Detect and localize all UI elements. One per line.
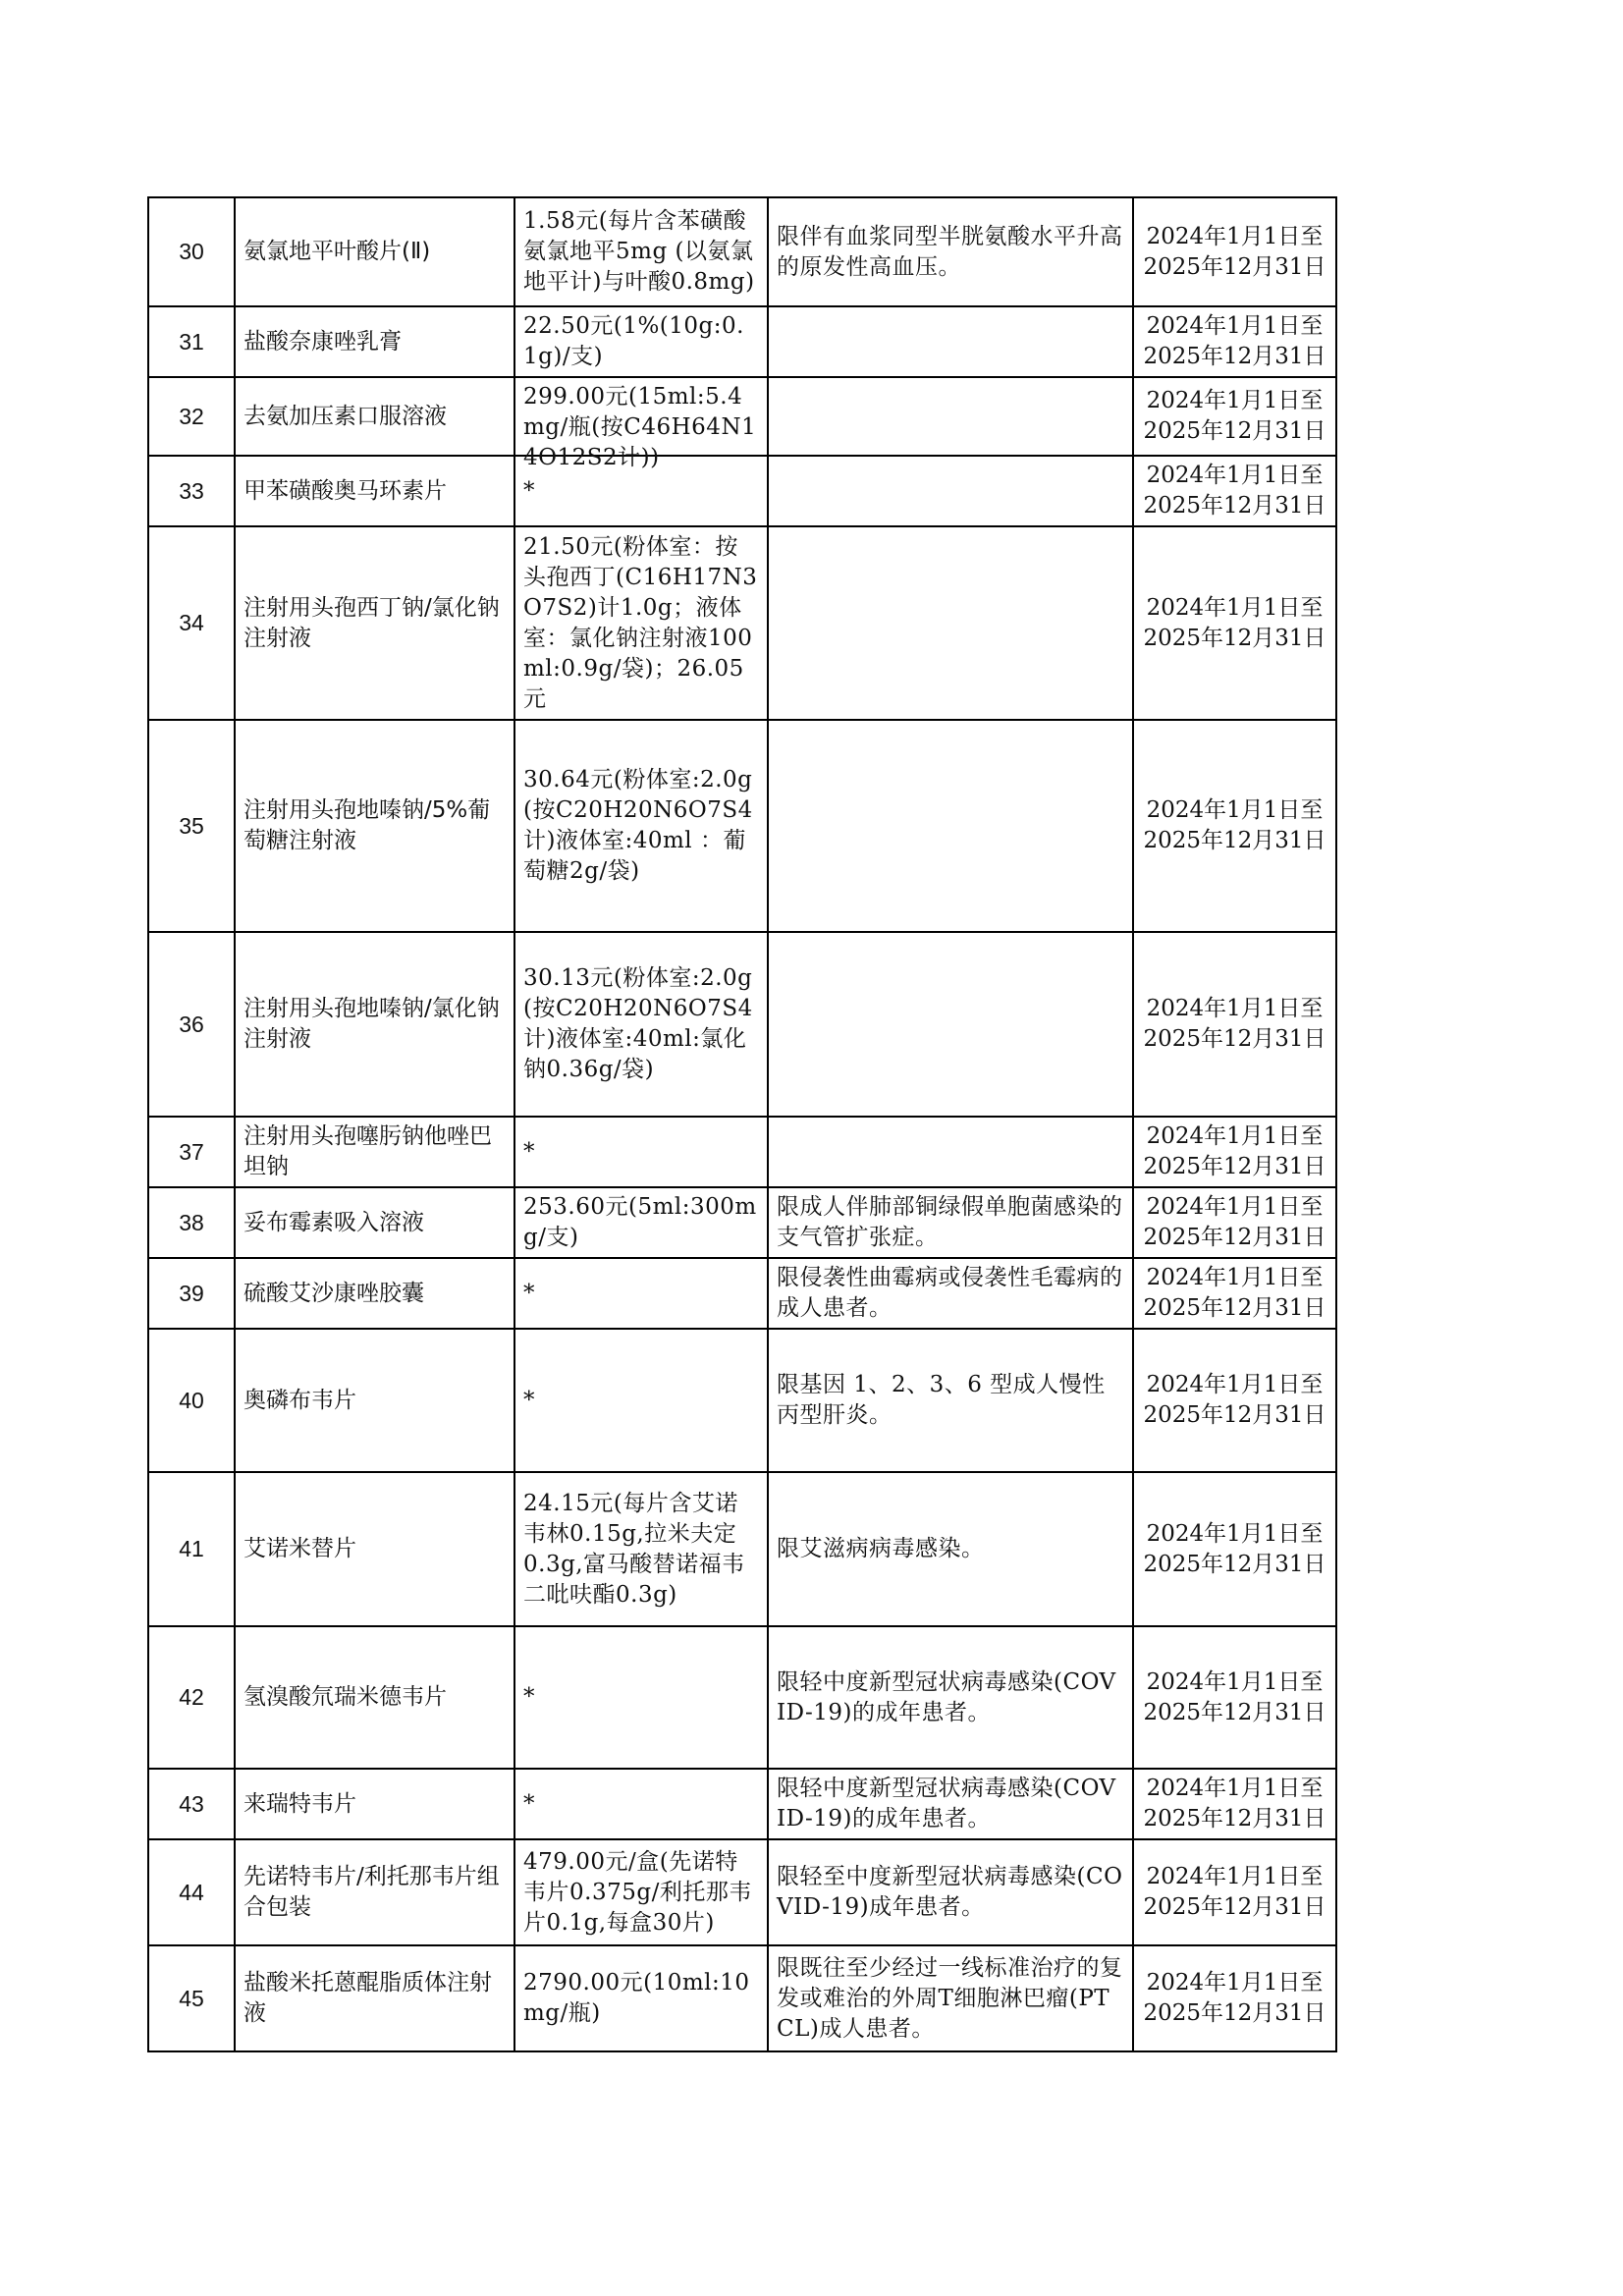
price-cell: 1.58元(每片含苯磺酸氨氯地平5mg (以氨氯地平计)与叶酸0.8mg) xyxy=(514,197,768,306)
row-number: 30 xyxy=(148,197,235,306)
validity-period: 2024年1月1日至2025年12月31日 xyxy=(1133,1626,1336,1769)
price-cell: 22.50元(1%(10g:0.1g)/支) xyxy=(514,306,768,377)
restriction-cell: 限基因 1、2、3、6 型成人慢性丙型肝炎。 xyxy=(768,1329,1133,1472)
validity-period: 2024年1月1日至2025年12月31日 xyxy=(1133,1769,1336,1839)
row-number: 38 xyxy=(148,1187,235,1258)
validity-period: 2024年1月1日至2025年12月31日 xyxy=(1133,1117,1336,1187)
table-row xyxy=(148,1839,1336,1945)
validity-period: 2024年1月1日至2025年12月31日 xyxy=(1133,1329,1336,1472)
table-row xyxy=(148,377,1336,456)
restriction-cell xyxy=(768,932,1133,1117)
drug-name: 盐酸奈康唑乳膏 xyxy=(235,306,514,377)
row-number: 41 xyxy=(148,1472,235,1626)
table-row xyxy=(148,1472,1336,1626)
restriction-cell: 限伴有血浆同型半胱氨酸水平升高的原发性高血压。 xyxy=(768,197,1133,306)
row-number: 42 xyxy=(148,1626,235,1769)
price-cell: * xyxy=(514,1117,768,1187)
validity-period: 2024年1月1日至2025年12月31日 xyxy=(1133,1472,1336,1626)
drug-name: 甲苯磺酸奥马环素片 xyxy=(235,456,514,526)
price-cell: * xyxy=(514,1258,768,1329)
table-row xyxy=(148,932,1336,1117)
table-row xyxy=(148,1258,1336,1329)
price-cell: 479.00元/盒(先诺特韦片0.375g/利托那韦片0.1g,每盒30片) xyxy=(514,1839,768,1945)
table-row xyxy=(148,1187,1336,1258)
row-number: 35 xyxy=(148,720,235,932)
row-number: 44 xyxy=(148,1839,235,1945)
drug-name: 注射用头孢地嗪钠/氯化钠注射液 xyxy=(235,932,514,1117)
drug-name: 注射用头孢西丁钠/氯化钠注射液 xyxy=(235,526,514,720)
price-cell: 21.50元(粉体室：按头孢西丁(C16H17N3O7S2)计1.0g；液体室：氯化钠注射液100ml:0.9g/袋)；26.05元 xyxy=(514,526,768,720)
drug-name: 硫酸艾沙康唑胶囊 xyxy=(235,1258,514,1329)
validity-period: 2024年1月1日至2025年12月31日 xyxy=(1133,1945,1336,2051)
table-row xyxy=(148,720,1336,932)
table-row xyxy=(148,197,1336,306)
row-number: 32 xyxy=(148,377,235,456)
validity-period: 2024年1月1日至2025年12月31日 xyxy=(1133,720,1336,932)
validity-period: 2024年1月1日至2025年12月31日 xyxy=(1133,1839,1336,1945)
restriction-cell: 限既往至少经过一线标准治疗的复发或难治的外周T细胞淋巴瘤(PTCL)成人患者。 xyxy=(768,1945,1133,2051)
drug-name: 注射用头孢地嗪钠/5%葡萄糖注射液 xyxy=(235,720,514,932)
drug-name: 注射用头孢噻肟钠他唑巴坦钠 xyxy=(235,1117,514,1187)
restriction-cell xyxy=(768,456,1133,526)
price-cell: * xyxy=(514,1769,768,1839)
validity-period: 2024年1月1日至2025年12月31日 xyxy=(1133,526,1336,720)
price-cell: 2790.00元(10ml:10mg/瓶) xyxy=(514,1945,768,2051)
restriction-cell: 限轻至中度新型冠状病毒感染(COVID-19)成年患者。 xyxy=(768,1839,1133,1945)
row-number: 37 xyxy=(148,1117,235,1187)
drug-name: 氨氯地平叶酸片(Ⅱ) xyxy=(235,197,514,306)
price-cell: 253.60元(5ml:300mg/支) xyxy=(514,1187,768,1258)
table-row xyxy=(148,1945,1336,2051)
table-row xyxy=(148,306,1336,377)
drug-name: 来瑞特韦片 xyxy=(235,1769,514,1839)
table-row xyxy=(148,1329,1336,1472)
price-cell: 24.15元(每片含艾诺韦林0.15g,拉米夫定0.3g,富马酸替诺福韦二吡呋酯0.3g) xyxy=(514,1472,768,1626)
restriction-cell xyxy=(768,306,1133,377)
drug-name: 妥布霉素吸入溶液 xyxy=(235,1187,514,1258)
table-row xyxy=(148,1117,1336,1187)
restriction-cell: 限轻中度新型冠状病毒感染(COVID-19)的成年患者。 xyxy=(768,1769,1133,1839)
price-cell xyxy=(514,377,768,470)
table-row xyxy=(148,1626,1336,1769)
row-number: 45 xyxy=(148,1945,235,2051)
validity-period: 2024年1月1日至2025年12月31日 xyxy=(1133,932,1336,1117)
row-number: 40 xyxy=(148,1329,235,1472)
restriction-cell: 限轻中度新型冠状病毒感染(COVID-19)的成年患者。 xyxy=(768,1626,1133,1769)
restriction-cell: 限成人伴肺部铜绿假单胞菌感染的支气管扩张症。 xyxy=(768,1187,1133,1258)
validity-period: 2024年1月1日至2025年12月31日 xyxy=(1133,1258,1336,1329)
table-row xyxy=(148,456,1336,526)
row-number: 34 xyxy=(148,526,235,720)
price-cell: * xyxy=(514,456,768,526)
price-cell: 30.64元(粉体室:2.0g(按C20H20N6O7S4计)液体室:40ml ：葡萄糖2g/袋) xyxy=(514,720,768,932)
validity-period: 2024年1月1日至2025年12月31日 xyxy=(1133,306,1336,377)
drug-name: 盐酸米托蒽醌脂质体注射液 xyxy=(235,1945,514,2051)
validity-period: 2024年1月1日至2025年12月31日 xyxy=(1133,1187,1336,1258)
restriction-cell: 限艾滋病病毒感染。 xyxy=(768,1472,1133,1626)
drug-price-table xyxy=(147,196,1337,2052)
table-row xyxy=(148,1769,1336,1839)
validity-period: 2024年1月1日至2025年12月31日 xyxy=(1133,197,1336,306)
price-cell: * xyxy=(514,1329,768,1472)
drug-name: 艾诺米替片 xyxy=(235,1472,514,1626)
row-number: 31 xyxy=(148,306,235,377)
price-text: 299.00元(15ml:5.4mg/瓶(按C46H64N14O12S2计)) xyxy=(523,384,757,470)
restriction-cell: 限侵袭性曲霉病或侵袭性毛霉病的成人患者。 xyxy=(768,1258,1133,1329)
price-cell: * xyxy=(514,1626,768,1769)
validity-period: 2024年1月1日至2025年12月31日 xyxy=(1133,456,1336,526)
drug-name: 去氨加压素口服溶液 xyxy=(235,377,514,456)
drug-name: 奥磷布韦片 xyxy=(235,1329,514,1472)
drug-name: 先诺特韦片/利托那韦片组合包装 xyxy=(235,1839,514,1945)
price-cell: 30.13元(粉体室:2.0g(按C20H20N6O7S4计)液体室:40ml:氯化钠0.36g/袋) xyxy=(514,932,768,1117)
restriction-cell xyxy=(768,1117,1133,1187)
row-number: 36 xyxy=(148,932,235,1117)
restriction-cell xyxy=(768,526,1133,720)
restriction-cell xyxy=(768,377,1133,456)
table-row xyxy=(148,526,1336,720)
restriction-cell xyxy=(768,720,1133,932)
validity-period: 2024年1月1日至2025年12月31日 xyxy=(1133,377,1336,456)
drug-name: 氢溴酸氘瑞米德韦片 xyxy=(235,1626,514,1769)
row-number: 43 xyxy=(148,1769,235,1839)
row-number: 39 xyxy=(148,1258,235,1329)
row-number: 33 xyxy=(148,456,235,526)
